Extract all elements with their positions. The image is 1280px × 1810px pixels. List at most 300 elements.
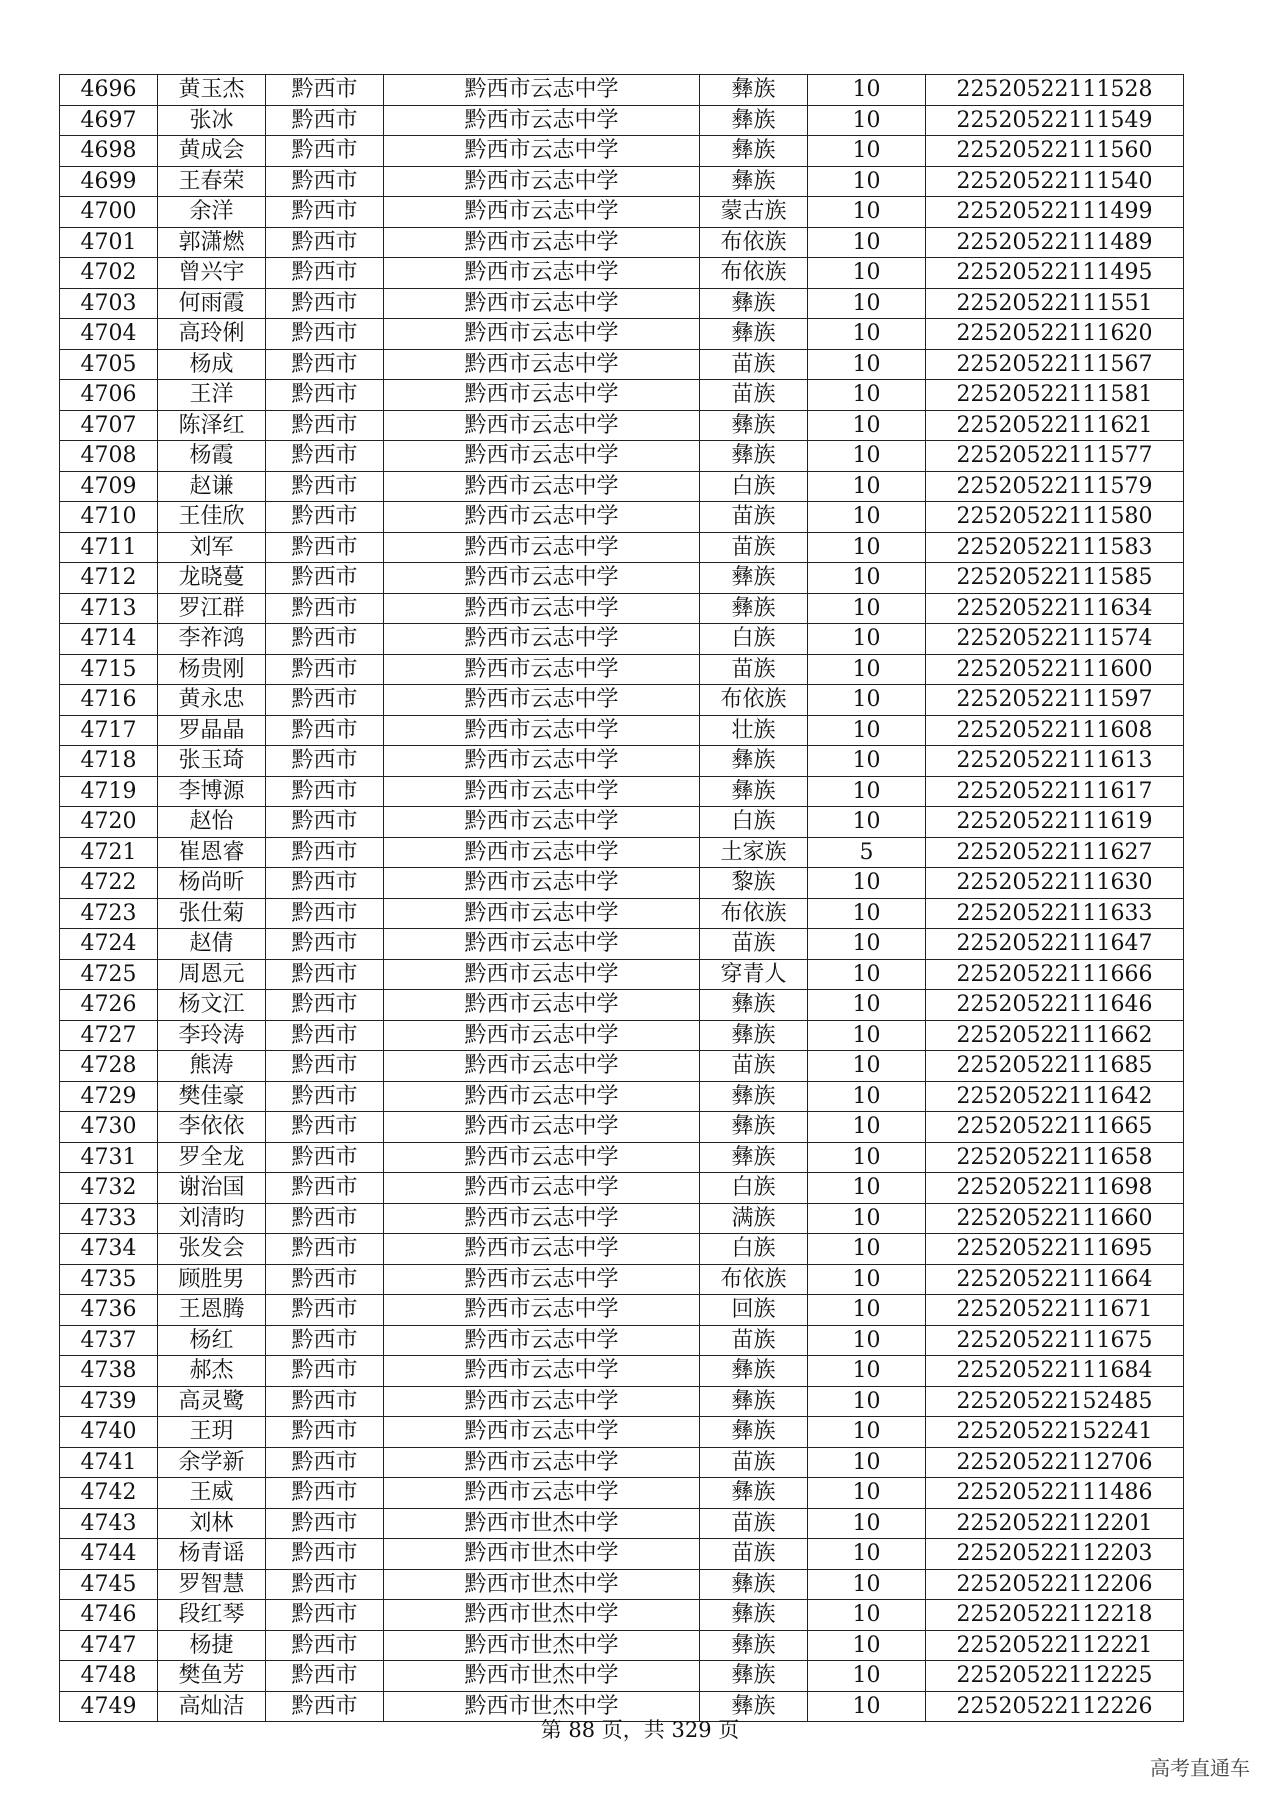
table-row: [60, 258, 1184, 289]
cell-name: 余洋: [158, 197, 266, 228]
cell-exam_no: 22520522111617: [926, 776, 1184, 807]
table-row: [60, 1478, 1184, 1509]
cell-city: 黔西市: [266, 1051, 384, 1082]
cell-seq: 4706: [60, 380, 158, 411]
cell-school: 黔西市云志中学: [384, 1386, 700, 1417]
cell-city: 黔西市: [266, 410, 384, 441]
cell-name: 郝杰: [158, 1356, 266, 1387]
cell-points: 10: [808, 75, 926, 106]
cell-ethnicity: 布依族: [700, 227, 808, 258]
cell-exam_no: 22520522111540: [926, 166, 1184, 197]
cell-city: 黔西市: [266, 776, 384, 807]
cell-ethnicity: 彝族: [700, 1661, 808, 1692]
table-row: [60, 227, 1184, 258]
cell-exam_no: 22520522112221: [926, 1630, 1184, 1661]
cell-city: 黔西市: [266, 502, 384, 533]
cell-name: 顾胜男: [158, 1264, 266, 1295]
cell-seq: 4699: [60, 166, 158, 197]
cell-ethnicity: 白族: [700, 807, 808, 838]
cell-city: 黔西市: [266, 471, 384, 502]
cell-exam_no: 22520522111597: [926, 685, 1184, 716]
cell-exam_no: 22520522111664: [926, 1264, 1184, 1295]
table-row: [60, 75, 1184, 106]
cell-seq: 4709: [60, 471, 158, 502]
table-row: [60, 776, 1184, 807]
cell-school: 黔西市云志中学: [384, 898, 700, 929]
cell-exam_no: 22520522111684: [926, 1356, 1184, 1387]
cell-exam_no: 22520522111579: [926, 471, 1184, 502]
cell-school: 黔西市世杰中学: [384, 1630, 700, 1661]
cell-school: 黔西市云志中学: [384, 471, 700, 502]
cell-name: 周恩元: [158, 959, 266, 990]
cell-points: 10: [808, 1417, 926, 1448]
cell-ethnicity: 彝族: [700, 1600, 808, 1631]
table-row: [60, 1417, 1184, 1448]
cell-ethnicity: 彝族: [700, 1630, 808, 1661]
table-row: [60, 715, 1184, 746]
cell-name: 黄玉杰: [158, 75, 266, 106]
cell-city: 黔西市: [266, 624, 384, 655]
cell-city: 黔西市: [266, 288, 384, 319]
table-row: [60, 654, 1184, 685]
table-row: [60, 990, 1184, 1021]
cell-points: 10: [808, 105, 926, 136]
cell-points: 10: [808, 1142, 926, 1173]
cell-ethnicity: 彝族: [700, 563, 808, 594]
cell-points: 10: [808, 990, 926, 1021]
cell-city: 黔西市: [266, 1173, 384, 1204]
cell-ethnicity: 黎族: [700, 868, 808, 899]
cell-city: 黔西市: [266, 563, 384, 594]
table-row: [60, 685, 1184, 716]
cell-name: 樊佳豪: [158, 1081, 266, 1112]
cell-ethnicity: 苗族: [700, 380, 808, 411]
cell-points: 10: [808, 502, 926, 533]
cell-ethnicity: 布依族: [700, 258, 808, 289]
cell-seq: 4734: [60, 1234, 158, 1265]
cell-exam_no: 22520522111495: [926, 258, 1184, 289]
cell-exam_no: 22520522111620: [926, 319, 1184, 350]
cell-ethnicity: 彝族: [700, 1142, 808, 1173]
cell-city: 黔西市: [266, 227, 384, 258]
cell-ethnicity: 彝族: [700, 288, 808, 319]
cell-name: 余学新: [158, 1447, 266, 1478]
cell-ethnicity: 白族: [700, 471, 808, 502]
cell-exam_no: 22520522111685: [926, 1051, 1184, 1082]
cell-seq: 4724: [60, 929, 158, 960]
cell-school: 黔西市云志中学: [384, 990, 700, 1021]
cell-exam_no: 22520522111560: [926, 136, 1184, 167]
cell-ethnicity: 苗族: [700, 532, 808, 563]
cell-city: 黔西市: [266, 1234, 384, 1265]
cell-seq: 4719: [60, 776, 158, 807]
cell-school: 黔西市云志中学: [384, 1020, 700, 1051]
cell-city: 黔西市: [266, 258, 384, 289]
cell-name: 何雨霞: [158, 288, 266, 319]
cell-points: 10: [808, 1691, 926, 1722]
cell-ethnicity: 彝族: [700, 1569, 808, 1600]
cell-city: 黔西市: [266, 1691, 384, 1722]
cell-seq: 4749: [60, 1691, 158, 1722]
cell-name: 杨尚昕: [158, 868, 266, 899]
cell-school: 黔西市云志中学: [384, 166, 700, 197]
cell-name: 高玲俐: [158, 319, 266, 350]
cell-school: 黔西市云志中学: [384, 410, 700, 441]
cell-ethnicity: 彝族: [700, 990, 808, 1021]
table-row: [60, 471, 1184, 502]
cell-name: 罗智慧: [158, 1569, 266, 1600]
cell-exam_no: 22520522111634: [926, 593, 1184, 624]
cell-name: 赵谦: [158, 471, 266, 502]
cell-city: 黔西市: [266, 1142, 384, 1173]
cell-ethnicity: 彝族: [700, 319, 808, 350]
table-row: [60, 410, 1184, 441]
cell-school: 黔西市云志中学: [384, 1081, 700, 1112]
table-row: [60, 593, 1184, 624]
cell-school: 黔西市云志中学: [384, 1173, 700, 1204]
cell-points: 10: [808, 1112, 926, 1143]
cell-points: 10: [808, 1508, 926, 1539]
cell-ethnicity: 穿青人: [700, 959, 808, 990]
table-row: [60, 532, 1184, 563]
cell-school: 黔西市云志中学: [384, 1142, 700, 1173]
cell-school: 黔西市云志中学: [384, 105, 700, 136]
cell-ethnicity: 彝族: [700, 1691, 808, 1722]
cell-name: 龙晓蔓: [158, 563, 266, 594]
table-row: [60, 349, 1184, 380]
cell-name: 郭潇燃: [158, 227, 266, 258]
cell-points: 10: [808, 1356, 926, 1387]
table-row: [60, 837, 1184, 868]
cell-points: 10: [808, 1081, 926, 1112]
table-row: [60, 1264, 1184, 1295]
table-row: [60, 1112, 1184, 1143]
cell-school: 黔西市云志中学: [384, 1356, 700, 1387]
cell-seq: 4696: [60, 75, 158, 106]
cell-points: 10: [808, 1051, 926, 1082]
cell-ethnicity: 彝族: [700, 593, 808, 624]
cell-name: 曾兴宇: [158, 258, 266, 289]
cell-school: 黔西市云志中学: [384, 837, 700, 868]
cell-name: 高灵鹭: [158, 1386, 266, 1417]
cell-ethnicity: 彝族: [700, 410, 808, 441]
table-row: [60, 1630, 1184, 1661]
cell-exam_no: 22520522111489: [926, 227, 1184, 258]
cell-points: 10: [808, 563, 926, 594]
cell-points: 10: [808, 349, 926, 380]
cell-exam_no: 22520522111666: [926, 959, 1184, 990]
table-row: [60, 959, 1184, 990]
cell-city: 黔西市: [266, 1539, 384, 1570]
cell-school: 黔西市云志中学: [384, 227, 700, 258]
cell-ethnicity: 彝族: [700, 776, 808, 807]
cell-points: 10: [808, 1447, 926, 1478]
cell-city: 黔西市: [266, 685, 384, 716]
cell-city: 黔西市: [266, 1447, 384, 1478]
cell-exam_no: 22520522111580: [926, 502, 1184, 533]
cell-name: 陈泽红: [158, 410, 266, 441]
cell-ethnicity: 彝族: [700, 1356, 808, 1387]
table-row: [60, 1600, 1184, 1631]
cell-seq: 4743: [60, 1508, 158, 1539]
cell-points: 10: [808, 654, 926, 685]
table-row: [60, 166, 1184, 197]
cell-exam_no: 22520522111665: [926, 1112, 1184, 1143]
cell-points: 10: [808, 1325, 926, 1356]
cell-name: 杨成: [158, 349, 266, 380]
cell-seq: 4703: [60, 288, 158, 319]
cell-ethnicity: 布依族: [700, 898, 808, 929]
cell-exam_no: 22520522111577: [926, 441, 1184, 472]
table-row: [60, 1356, 1184, 1387]
cell-ethnicity: 彝族: [700, 1478, 808, 1509]
table-row: [60, 1447, 1184, 1478]
cell-seq: 4728: [60, 1051, 158, 1082]
table-row: [60, 1539, 1184, 1570]
cell-seq: 4726: [60, 990, 158, 1021]
cell-exam_no: 22520522111619: [926, 807, 1184, 838]
cell-exam_no: 22520522111567: [926, 349, 1184, 380]
cell-points: 10: [808, 1234, 926, 1265]
cell-ethnicity: 苗族: [700, 1447, 808, 1478]
cell-ethnicity: 苗族: [700, 349, 808, 380]
cell-seq: 4745: [60, 1569, 158, 1600]
cell-points: 10: [808, 288, 926, 319]
cell-name: 李祚鸿: [158, 624, 266, 655]
cell-seq: 4732: [60, 1173, 158, 1204]
cell-ethnicity: 彝族: [700, 1417, 808, 1448]
cell-ethnicity: 苗族: [700, 929, 808, 960]
cell-exam_no: 22520522111613: [926, 746, 1184, 777]
cell-seq: 4716: [60, 685, 158, 716]
cell-name: 熊涛: [158, 1051, 266, 1082]
cell-school: 黔西市云志中学: [384, 959, 700, 990]
cell-name: 王恩腾: [158, 1295, 266, 1326]
cell-points: 10: [808, 258, 926, 289]
cell-points: 10: [808, 1661, 926, 1692]
cell-points: 10: [808, 166, 926, 197]
table-row: [60, 929, 1184, 960]
cell-exam_no: 22520522111671: [926, 1295, 1184, 1326]
cell-school: 黔西市云志中学: [384, 1417, 700, 1448]
cell-city: 黔西市: [266, 1661, 384, 1692]
cell-school: 黔西市云志中学: [384, 502, 700, 533]
table-row: [60, 1295, 1184, 1326]
cell-seq: 4720: [60, 807, 158, 838]
cell-name: 李博源: [158, 776, 266, 807]
cell-exam_no: 22520522111675: [926, 1325, 1184, 1356]
cell-name: 谢治国: [158, 1173, 266, 1204]
cell-seq: 4747: [60, 1630, 158, 1661]
cell-exam_no: 22520522111499: [926, 197, 1184, 228]
cell-exam_no: 22520522111698: [926, 1173, 1184, 1204]
cell-seq: 4712: [60, 563, 158, 594]
table-row: [60, 1051, 1184, 1082]
cell-city: 黔西市: [266, 1203, 384, 1234]
cell-school: 黔西市世杰中学: [384, 1569, 700, 1600]
cell-ethnicity: 布依族: [700, 1264, 808, 1295]
cell-name: 张冰: [158, 105, 266, 136]
cell-city: 黔西市: [266, 75, 384, 106]
cell-seq: 4713: [60, 593, 158, 624]
cell-name: 杨贵刚: [158, 654, 266, 685]
cell-points: 10: [808, 593, 926, 624]
table-row: [60, 868, 1184, 899]
cell-name: 罗晶晶: [158, 715, 266, 746]
cell-name: 罗全龙: [158, 1142, 266, 1173]
cell-ethnicity: 彝族: [700, 1020, 808, 1051]
cell-city: 黔西市: [266, 1508, 384, 1539]
table-row: [60, 1661, 1184, 1692]
cell-exam_no: 22520522112203: [926, 1539, 1184, 1570]
table-row: [60, 807, 1184, 838]
table-body: [60, 75, 1184, 1722]
cell-name: 罗江群: [158, 593, 266, 624]
cell-school: 黔西市世杰中学: [384, 1600, 700, 1631]
cell-seq: 4741: [60, 1447, 158, 1478]
cell-city: 黔西市: [266, 349, 384, 380]
cell-exam_no: 22520522111660: [926, 1203, 1184, 1234]
cell-ethnicity: 苗族: [700, 502, 808, 533]
cell-ethnicity: 回族: [700, 1295, 808, 1326]
cell-points: 10: [808, 1600, 926, 1631]
cell-city: 黔西市: [266, 136, 384, 167]
cell-ethnicity: 彝族: [700, 1112, 808, 1143]
cell-exam_no: 22520522111695: [926, 1234, 1184, 1265]
cell-ethnicity: 白族: [700, 1173, 808, 1204]
cell-ethnicity: 蒙古族: [700, 197, 808, 228]
cell-name: 赵倩: [158, 929, 266, 960]
cell-name: 刘军: [158, 532, 266, 563]
cell-exam_no: 22520522111585: [926, 563, 1184, 594]
cell-city: 黔西市: [266, 1264, 384, 1295]
cell-seq: 4697: [60, 105, 158, 136]
cell-school: 黔西市云志中学: [384, 197, 700, 228]
cell-city: 黔西市: [266, 1417, 384, 1448]
cell-school: 黔西市云志中学: [384, 1051, 700, 1082]
cell-seq: 4702: [60, 258, 158, 289]
cell-name: 高灿洁: [158, 1691, 266, 1722]
cell-school: 黔西市云志中学: [384, 746, 700, 777]
cell-school: 黔西市云志中学: [384, 441, 700, 472]
cell-exam_no: 22520522111627: [926, 837, 1184, 868]
cell-ethnicity: 苗族: [700, 654, 808, 685]
cell-exam_no: 22520522112206: [926, 1569, 1184, 1600]
cell-exam_no: 22520522111658: [926, 1142, 1184, 1173]
cell-seq: 4715: [60, 654, 158, 685]
cell-city: 黔西市: [266, 929, 384, 960]
cell-seq: 4731: [60, 1142, 158, 1173]
cell-name: 王玥: [158, 1417, 266, 1448]
cell-school: 黔西市云志中学: [384, 563, 700, 594]
table-row: [60, 288, 1184, 319]
cell-school: 黔西市云志中学: [384, 380, 700, 411]
cell-exam_no: 22520522112706: [926, 1447, 1184, 1478]
cell-city: 黔西市: [266, 837, 384, 868]
cell-points: 10: [808, 1478, 926, 1509]
cell-name: 王春荣: [158, 166, 266, 197]
cell-seq: 4723: [60, 898, 158, 929]
cell-name: 张发会: [158, 1234, 266, 1265]
cell-city: 黔西市: [266, 197, 384, 228]
cell-school: 黔西市云志中学: [384, 258, 700, 289]
cell-seq: 4701: [60, 227, 158, 258]
cell-points: 10: [808, 776, 926, 807]
cell-name: 杨青谣: [158, 1539, 266, 1570]
cell-exam_no: 22520522111600: [926, 654, 1184, 685]
cell-name: 段红琴: [158, 1600, 266, 1631]
cell-exam_no: 22520522112218: [926, 1600, 1184, 1631]
cell-school: 黔西市云志中学: [384, 1447, 700, 1478]
cell-school: 黔西市世杰中学: [384, 1661, 700, 1692]
cell-city: 黔西市: [266, 807, 384, 838]
table-row: [60, 1234, 1184, 1265]
cell-school: 黔西市云志中学: [384, 1295, 700, 1326]
cell-exam_no: 22520522111633: [926, 898, 1184, 929]
cell-points: 10: [808, 1173, 926, 1204]
cell-ethnicity: 苗族: [700, 1539, 808, 1570]
cell-school: 黔西市世杰中学: [384, 1539, 700, 1570]
table-row: [60, 746, 1184, 777]
cell-seq: 4718: [60, 746, 158, 777]
cell-ethnicity: 彝族: [700, 441, 808, 472]
cell-seq: 4725: [60, 959, 158, 990]
cell-exam_no: 22520522111608: [926, 715, 1184, 746]
cell-seq: 4710: [60, 502, 158, 533]
cell-school: 黔西市云志中学: [384, 929, 700, 960]
cell-seq: 4733: [60, 1203, 158, 1234]
cell-exam_no: 22520522111621: [926, 410, 1184, 441]
table-row: [60, 898, 1184, 929]
cell-seq: 4746: [60, 1600, 158, 1631]
cell-city: 黔西市: [266, 746, 384, 777]
cell-city: 黔西市: [266, 1081, 384, 1112]
cell-points: 10: [808, 1539, 926, 1570]
cell-seq: 4744: [60, 1539, 158, 1570]
cell-points: 10: [808, 1295, 926, 1326]
cell-exam_no: 22520522111583: [926, 532, 1184, 563]
cell-school: 黔西市世杰中学: [384, 1508, 700, 1539]
cell-seq: 4748: [60, 1661, 158, 1692]
cell-city: 黔西市: [266, 715, 384, 746]
table-row: [60, 1508, 1184, 1539]
cell-points: 5: [808, 837, 926, 868]
cell-points: 10: [808, 1569, 926, 1600]
table-row: [60, 502, 1184, 533]
cell-city: 黔西市: [266, 593, 384, 624]
cell-points: 10: [808, 441, 926, 472]
cell-seq: 4700: [60, 197, 158, 228]
cell-points: 10: [808, 898, 926, 929]
cell-city: 黔西市: [266, 990, 384, 1021]
cell-exam_no: 22520522152241: [926, 1417, 1184, 1448]
table-row: [60, 105, 1184, 136]
cell-points: 10: [808, 319, 926, 350]
table-row: [60, 563, 1184, 594]
cell-ethnicity: 白族: [700, 624, 808, 655]
cell-school: 黔西市云志中学: [384, 776, 700, 807]
cell-name: 王威: [158, 1478, 266, 1509]
table-row: [60, 319, 1184, 350]
table-row: [60, 1325, 1184, 1356]
cell-school: 黔西市云志中学: [384, 1325, 700, 1356]
cell-seq: 4711: [60, 532, 158, 563]
cell-points: 10: [808, 532, 926, 563]
cell-exam_no: 22520522111549: [926, 105, 1184, 136]
cell-ethnicity: 苗族: [700, 1325, 808, 1356]
cell-ethnicity: 彝族: [700, 746, 808, 777]
cell-city: 黔西市: [266, 1112, 384, 1143]
